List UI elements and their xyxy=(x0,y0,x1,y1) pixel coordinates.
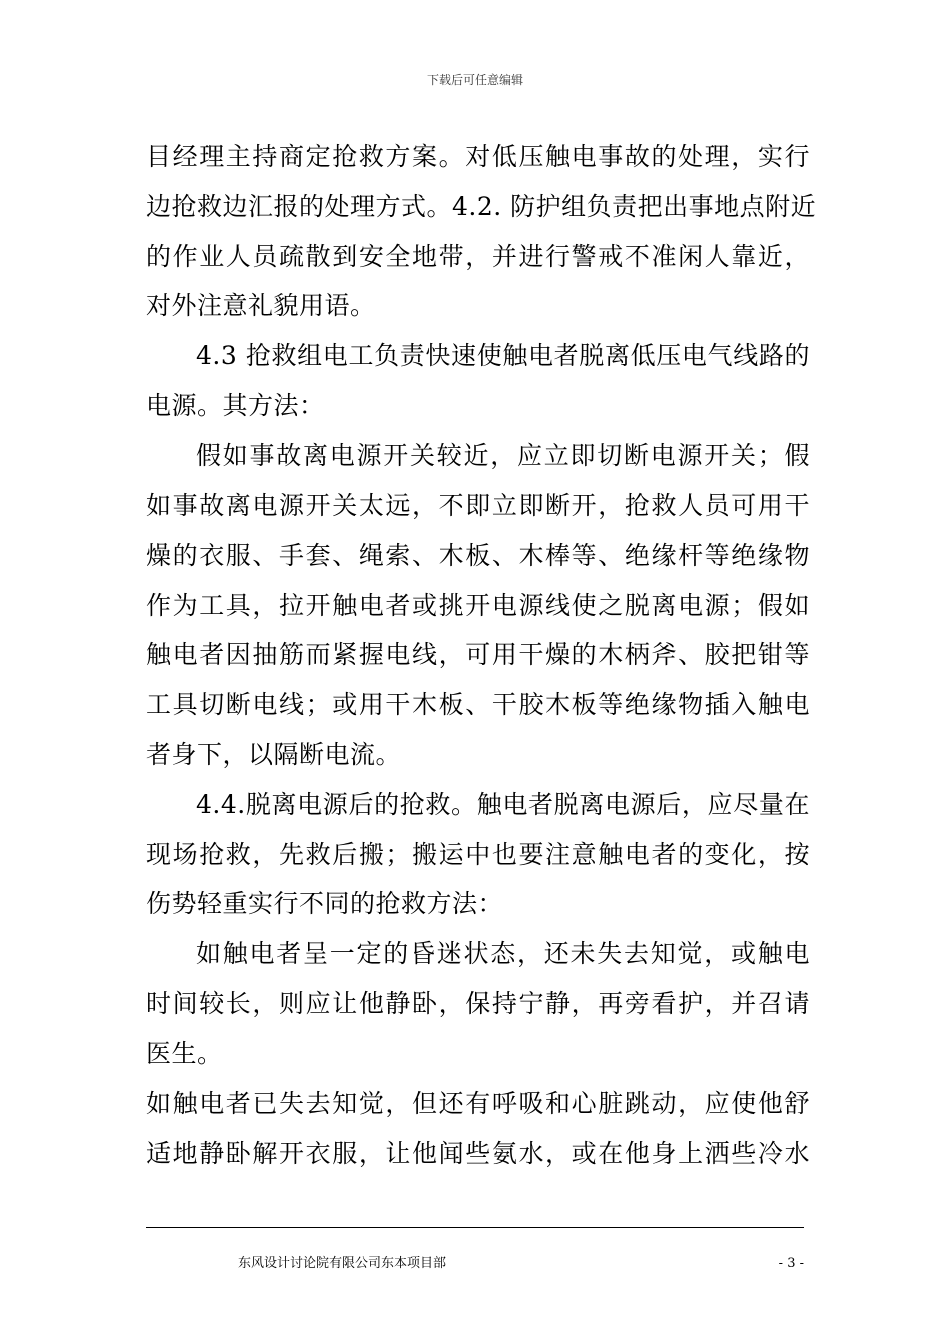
paragraph-line: 4.4.脱离电源后的抢救。触电者脱离电源后，应尽量在 xyxy=(196,790,810,819)
footer-divider xyxy=(146,1227,804,1228)
paragraph-line: 边抢救边汇报的处理方式。4.2. 防护组负责把出事地点附近 xyxy=(146,192,817,221)
page-header-note: 下载后可任意编辑 xyxy=(426,73,523,87)
paragraph-line: 时间较长，则应让他静卧，保持宁静，再旁看护，并召请 xyxy=(146,989,810,1018)
paragraph-line: 适地静卧解开衣服，让他闻些氨水，或在他身上洒些冷水 xyxy=(146,1139,810,1168)
paragraph-line: 伤势轻重实行不同的抢救方法： xyxy=(146,889,504,918)
paragraph-line: 工具切断电线；或用干木板、干胶木板等绝缘物插入触电 xyxy=(146,690,810,719)
paragraph-line: 如事故离电源开关太远，不即立即断开，抢救人员可用干 xyxy=(146,491,810,520)
paragraph-line: 对外注意礼貌用语。 xyxy=(146,291,376,320)
paragraph-line: 4.3 抢救组电工负责快速使触电者脱离低压电气线路的 xyxy=(196,341,810,370)
paragraph-line: 触电者因抽筋而紧握电线，可用干燥的木柄斧、胶把钳等 xyxy=(146,640,810,669)
paragraph-line: 如触电者呈一定的昏迷状态，还未失去知觉，或触电 xyxy=(196,939,810,968)
paragraph-line: 如触电者已失去知觉，但还有呼吸和心脏跳动，应使他舒 xyxy=(146,1089,810,1118)
paragraph-line: 燥的衣服、手套、绳索、木板、木棒等、绝缘杆等绝缘物 xyxy=(146,541,810,570)
paragraph-line: 医生。 xyxy=(146,1039,223,1068)
paragraph-line: 电源。其方法： xyxy=(146,391,325,420)
paragraph-line: 者身下，以隔断电流。 xyxy=(146,740,402,769)
paragraph-line: 现场抢救，先救后搬；搬运中也要注意触电者的变化，按 xyxy=(146,840,810,869)
paragraph-line: 目经理主持商定抢救方案。对低压触电事故的处理，实行 xyxy=(146,142,810,171)
paragraph-line: 假如事故离电源开关较近，应立即切断电源开关；假 xyxy=(196,441,810,470)
paragraph-line: 作为工具，拉开触电者或挑开电源线使之脱离电源；假如 xyxy=(146,591,810,620)
page-number: - 3 - xyxy=(778,1256,804,1271)
footer-organization: 东风设计讨论院有限公司东本项目部 xyxy=(238,1256,447,1271)
paragraph-line: 的作业人员疏散到安全地带，并进行警戒不准闲人靠近， xyxy=(146,242,810,271)
